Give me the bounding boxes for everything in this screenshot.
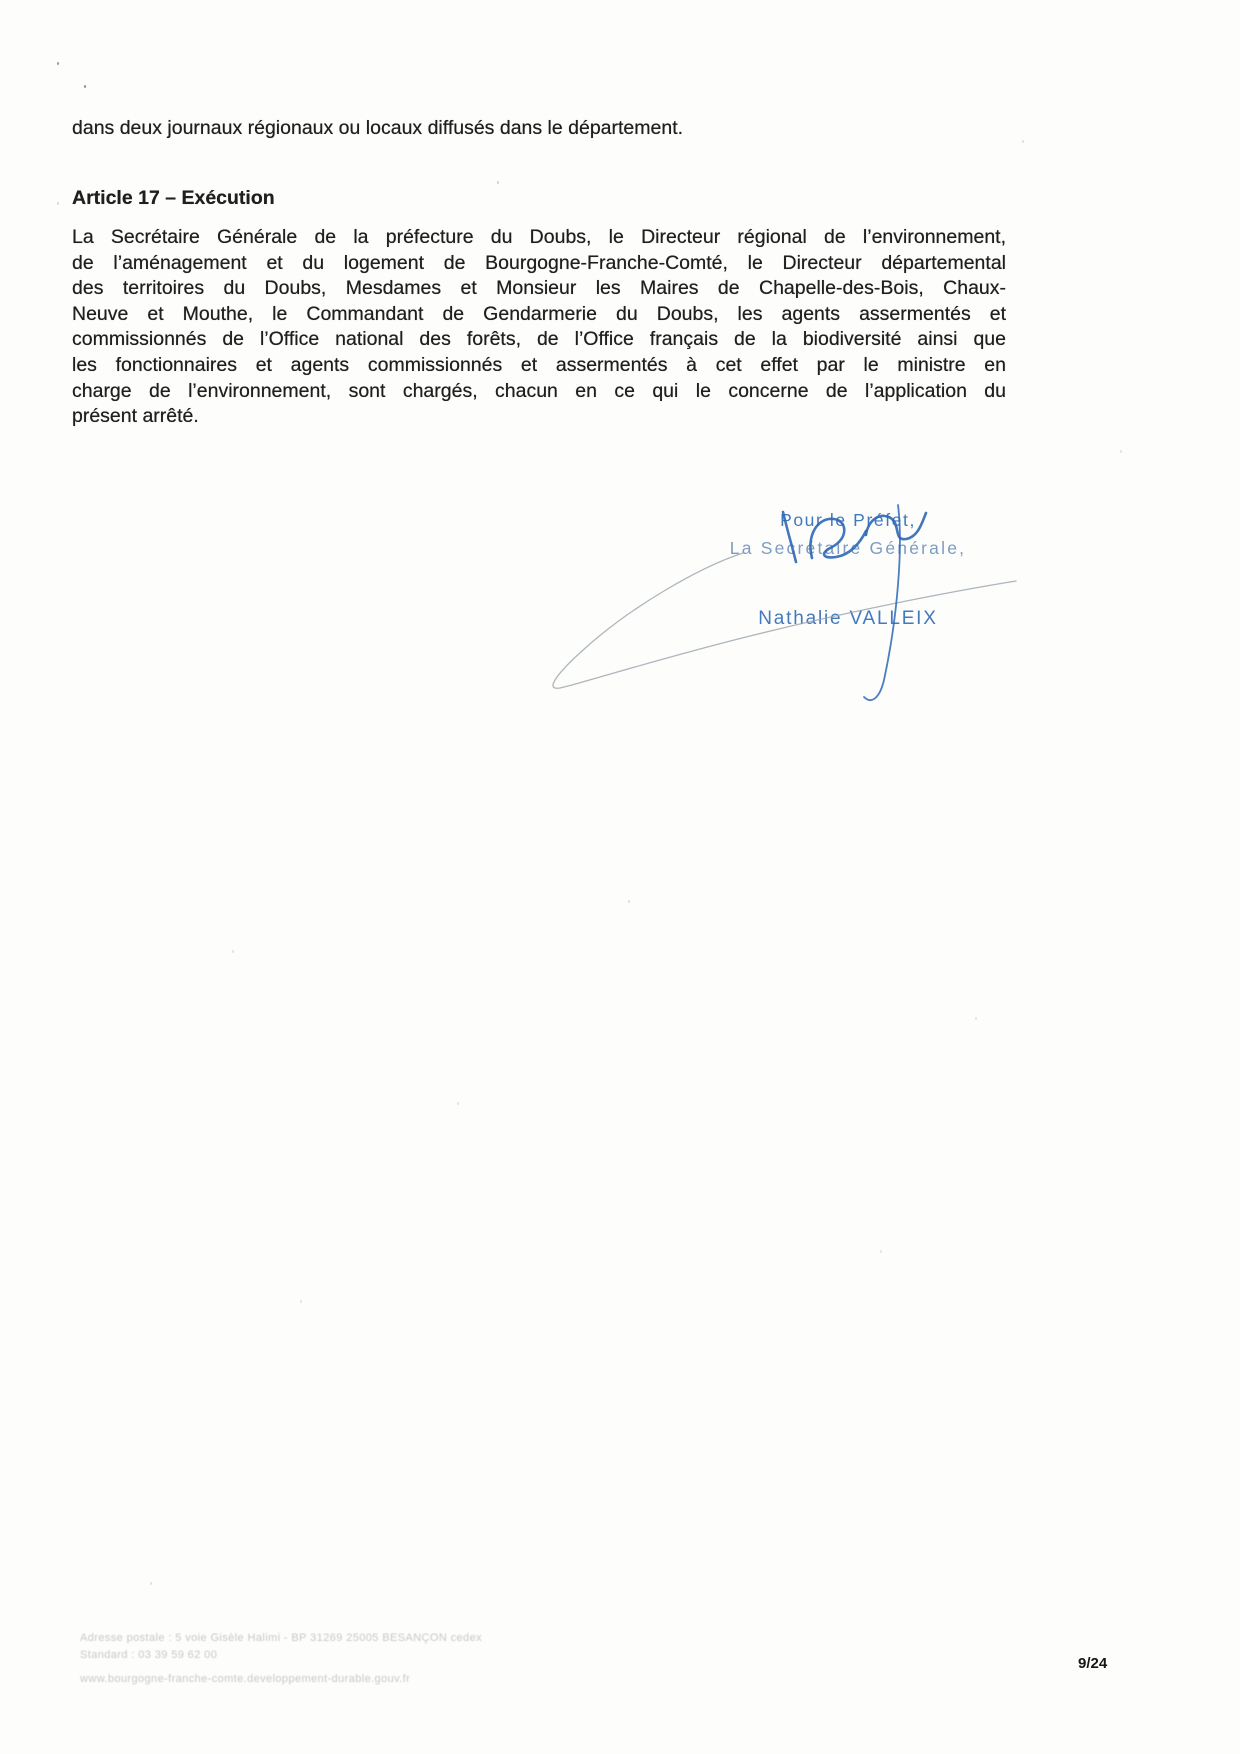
body-line: La Secrétaire Générale de la préfecture du Doubs, le Directeur régional de l’environnement,: [72, 226, 1006, 248]
signature-scribble-stroke: [783, 512, 796, 562]
signature-title-line1: Pour le Préfet,: [780, 510, 916, 530]
body-line: de l’aménagement et du logement de Bourgogne-Franche-Comté, le Directeur départemental: [72, 251, 1006, 274]
footer-phone: Standard : 03 39 59 62 00: [80, 1649, 218, 1661]
signature-scribble-stroke: [810, 519, 866, 558]
article-17-heading: Article 17 – Exécution: [72, 187, 275, 209]
body-line: présent arrêté.: [72, 405, 199, 428]
signatory-name: Nathalie VALLEIX: [758, 608, 938, 629]
intro-paragraph: dans deux journaux régionaux ou locaux diffusés dans le département.: [72, 117, 684, 139]
scan-speckle-artifacts: [57, 62, 59, 65]
page-number: 9/24: [1078, 1655, 1108, 1672]
handwritten-signature: [470, 455, 1030, 725]
letterhead-footer: [80, 1630, 482, 1688]
article-17-body: [72, 225, 1006, 430]
signature-swoosh-stroke: [553, 553, 1016, 688]
footer-website: www.bourgogne-franche-comte.developpement-durable.gouv.fr: [80, 1673, 411, 1685]
signature-title-line2: La Secrétaire Générale,: [729, 538, 967, 558]
body-line: commissionnés de l’Office national des forêts, de l’Office français de la biodiversité ainsi que: [72, 328, 1006, 351]
body-line: charge de l’environnement, sont chargés, chacun en ce qui le concerne de l’application du: [72, 379, 1006, 402]
signature-scribble-stroke: [866, 513, 926, 539]
body-line: Neuve et Mouthe, le Commandant de Gendarmerie du Doubs, les agents assermentés et: [72, 302, 1006, 325]
body-line: les fonctionnaires et agents commissionnés et assermentés à cet effet par le ministre en: [72, 353, 1006, 376]
body-line: des territoires du Doubs, Mesdames et Monsieur les Maires de Chapelle-des-Bois, Chaux-: [72, 277, 1006, 300]
footer-postal-address: Adresse postale : 5 voie Gisèle Halimi - BP 31269 25005 BESANÇON cedex: [80, 1632, 482, 1644]
